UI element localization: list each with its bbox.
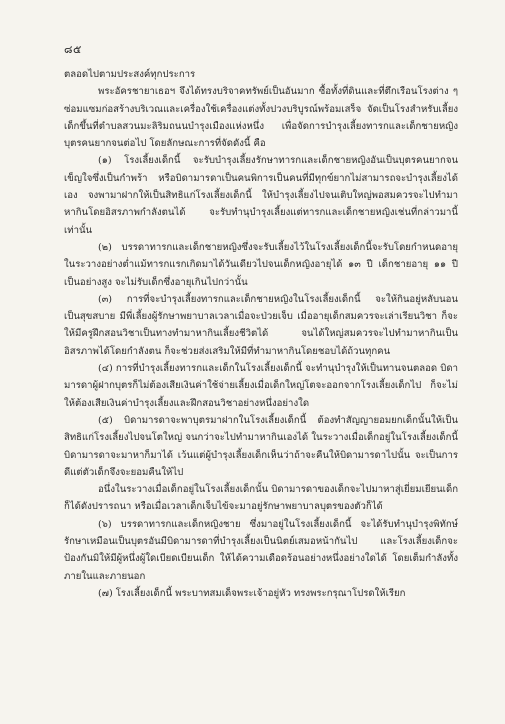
document-body — [64, 66, 458, 602]
paragraph: (๓) การที่จะบำรุงเลี้ยงทารกและเด็กชายหญิงในโรงเลี้ยงเด็กนี้ จะให้กินอยู่หลับนอนเป็นสุขสบาย มีพี่เลี้ยงผู้รักษาพยาบาลเวลาเมื่อจะป่วยเจ็บ เมื่ออายุเด็กสมควรจะเล่าเรียนวิชา ก็จะให้มีครูฝึกสอนวิชาเป็นทางทำมาหากินเลี้ยงชีวิตได้ จนได้ใหญ่สมควรจะไปทำมาหากินเป็นอิสรภาพได้โดยกำลังตน ก็จะช่วยส่งเสริมให้มีที่ทำมาหากินโดยชอบได้ถ้วนทุกคน — [64, 293, 458, 357]
paragraph: อนึ่งในระวางเมื่อเด็กอยู่ในโรงเลี้ยงเด็กนั้น บิดามารดาของเด็กจะไปมาหาสู่เยี่ยมเยียนเด็กก็ได้ดังปรารถนา หรือเมื่อเวลาเด็กเจ็บไข้จะมาอยู่รักษาพยาบาลบุตรของตัวก็ได้ — [64, 484, 458, 513]
paragraph: พระอัครชายาเธอฯ จึงได้ทรงบริจาคทรัพย์เป็นอันมาก ซื้อทั้งที่ดินและที่ตึกเรือนโรงต่าง ๆ ซ่อมแซมก่อสร้างบริเวณและเครื่องใช้เครื่องแต่งทั้งปวงบริบูรณ์พร้อมเสร็จ จัดเป็นโรงสำหรับเลี้ยงเด็กขึ้นที่ตำบลสวนมะลิริมถนนบำรุงเมืองแห่งหนึ่ง เพื่อจัดการบำรุงเลี้ยงทารกและเด็กชายหญิงบุตรคนยากจนต่อไป โดยลักษณะการที่จัดดังนี้ คือ — [64, 86, 458, 150]
paragraph: (๕) บิดามารดาจะพาบุตรมาฝากในโรงเลี้ยงเด็กนี้ ต้องทำสัญญายอมยกเด็กนั้นให้เป็นสิทธิแก่โรงเลี้ยงไปจนโตใหญ่ จนกว่าจะไปทำมาหากินเองได้ ในระวางเมื่อเด็กอยู่ในโรงเลี้ยงเด็กนี้ บิดามารดาจะมาหาก็มาได้ เว้นแต่ผู้บำรุงเลี้ยงเด็กเห็นว่าถ้าจะคืนให้บิดามารดาไปนั้น จะเป็นการดีแต่ตัวเด็กจึงจะยอมคืนให้ไป — [64, 414, 458, 478]
paragraph: ตลอดไปตามประสงค์ทุกประการ — [64, 69, 196, 80]
paragraph: (๒) บรรดาทารกและเด็กชายหญิงซึ่งจะรับเลี้ยงไว้ในโรงเลี้ยงเด็กนี้จะรับโดยกำหนดอายุในระวางอย่างต่ำแม้ทารกแรกเกิดมาได้วันเดียวไปจนเด็กหญิงอายุได้ ๑๓ ปี เด็กชายอายุ ๑๑ ปีเป็นอย่างสูง จะไม่รับเด็กซึ่งอายุเกินไปกว่านั้น — [64, 241, 458, 288]
paragraph: (๖) บรรดาทารกและเด็กหญิงชาย ซึ่งมาอยู่ในโรงเลี้ยงเด็กนี้ จะได้รับทำนุบำรุงพิทักษ์รักษาเหมือนเป็นบุตรอันมีบิดามารดาที่บำรุงเลี้ยงเป็นนิตย์เสมอหน้ากันไป และโรงเลี้ยงเด็กจะป้องกันมิให้มีผู้หนึ่งผู้ใดเบียดเบียนเด็ก ให้ได้ความเดือดร้อนอย่างหนึ่งอย่างใดได้ โดยเต็มกำลังทั้งภายในและภายนอก — [64, 518, 458, 582]
page-number: ๘๕ — [64, 43, 82, 56]
paragraph: (๗) โรงเลี้ยงเด็กนี้ พระบาทสมเด็จพระเจ้าอยู่หัว ทรงพระกรุณาโปรดให้เรียก — [98, 587, 406, 599]
paragraph: (๔) การที่บำรุงเลี้ยงทารกและเด็กในโรงเลี้ยงเด็กนี้ จะทำนุบำรุงให้เป็นทานจนตลอด บิดามารดาผู้ฝากบุตรก็ไม่ต้องเสียเงินค่าใช้จ่ายเลี้ยงเมื่อเด็กใหญ่โตจะออกจากโรงเลี้ยงเด็กไป ก็จะไม่ให้ต้องเสียเงินค่าบำรุงเลี้ยงและฝึกสอนวิชาอย่างหนึ่งอย่างใด — [64, 363, 458, 409]
paragraph: (๑) โรงเลี้ยงเด็กนี้ จะรับบำรุงเลี้ยงรักษาทารกและเด็กชายหญิงอันเป็นบุตรคนยากจนเข็ญใจซึ่งเป็นกำพร้า หรือบิดามารดาเป็นคนพิการเป็นคนที่มีทุกข์ยากไม่สามารถจะบำรุงเลี้ยงได้เอง จงพามาฝากให้เป็นสิทธิแก่โรงเลี้ยงเด็กนี้ ให้บำรุงเลี้ยงไปจนเติบใหญ่พอสมควรจะไปทำมาหากินโดยอิสรภาพกำลังตนได้ จะรับทำนุบำรุงเลี้ยงแต่ทารกและเด็กชายหญิงเช่นที่กล่าวมานี้เท่านั้น — [64, 155, 458, 236]
